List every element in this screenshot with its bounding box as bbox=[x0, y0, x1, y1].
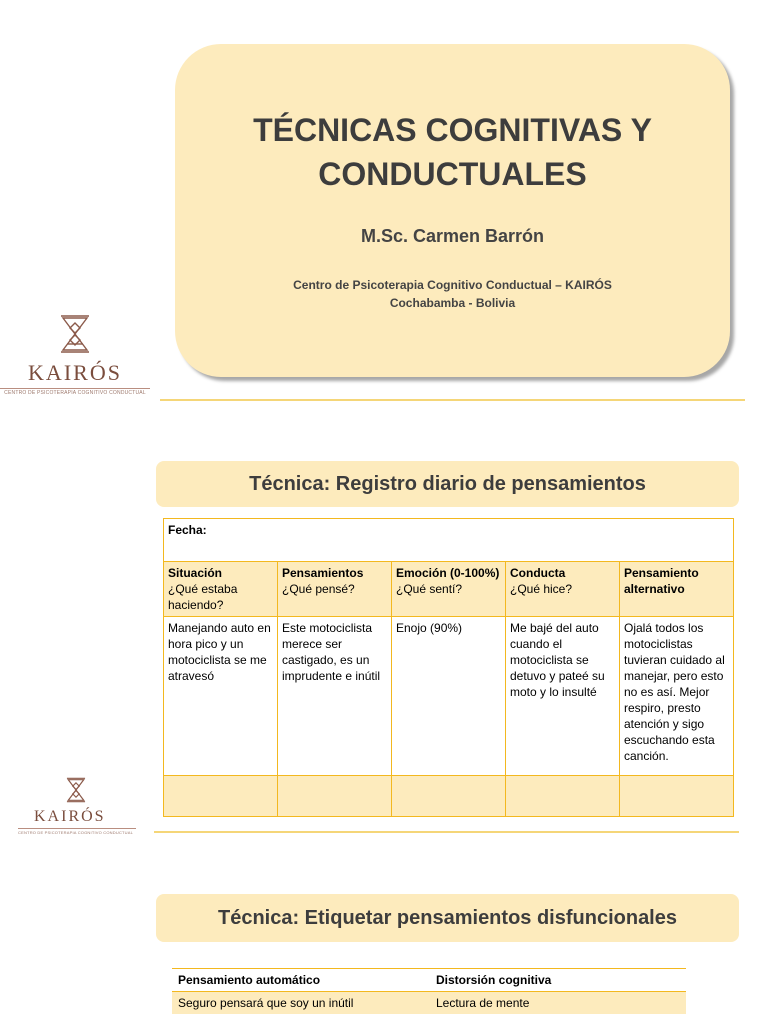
institution-line-2: Cochabamba - Bolivia bbox=[389, 296, 516, 310]
thought-cell: Seguro pensará que soy un inútil bbox=[178, 996, 354, 1010]
section-header: Técnica: Etiquetar pensamientos disfuncionales bbox=[156, 894, 739, 942]
table-row bbox=[164, 617, 734, 776]
date-cell: Fecha: bbox=[164, 519, 734, 562]
header-pensamientos bbox=[278, 562, 392, 617]
column-subtitle: ¿Qué sentí? bbox=[396, 582, 463, 596]
hourglass-icon bbox=[65, 776, 87, 804]
header-pensamiento-alternativo bbox=[620, 562, 734, 617]
title-line-2: CONDUCTUALES bbox=[318, 156, 587, 192]
empty-cell bbox=[506, 776, 620, 817]
kairos-logo bbox=[0, 314, 150, 396]
cell-pensamientos: Este motociclista merece ser castigado, es un imprudente e inútil bbox=[278, 617, 392, 776]
slide-divider bbox=[160, 399, 745, 401]
cell-pensamiento-alternativo: Ojalá todos los motociclistas tuvieran cuidado al manejar, pero esto no es así. Mejor respiro, presto atención y sigo escuchando esta canción. bbox=[620, 617, 734, 776]
title-line-1: TÉCNICAS COGNITIVAS Y bbox=[253, 112, 652, 148]
empty-cell bbox=[164, 776, 278, 817]
logo-rule bbox=[0, 388, 150, 389]
empty-cell bbox=[278, 776, 392, 817]
column-title: Pensamientos bbox=[282, 566, 364, 580]
empty-row bbox=[164, 776, 734, 817]
header-emocion bbox=[392, 562, 506, 617]
table-row bbox=[172, 992, 686, 1014]
table-header-row bbox=[172, 968, 686, 992]
column-title: Emoción (0-100%) bbox=[396, 566, 500, 580]
column-header-thought: Pensamiento automático bbox=[178, 973, 321, 987]
column-subtitle: ¿Qué estaba haciendo? bbox=[168, 582, 238, 612]
distortion-cell: Lectura de mente bbox=[436, 996, 530, 1010]
cell-emocion: Enojo (90%) bbox=[392, 617, 506, 776]
column-header-distortion: Distorsión cognitiva bbox=[436, 973, 552, 987]
title-card bbox=[175, 44, 730, 377]
slide-divider bbox=[154, 831, 739, 833]
author-name: M.Sc. Carmen Barrón bbox=[360, 226, 545, 246]
institution bbox=[175, 276, 730, 312]
column-subtitle: ¿Qué hice? bbox=[510, 582, 573, 596]
cell-situacion: Manejando auto en hora pico y un motociclista se me atravesó bbox=[164, 617, 278, 776]
column-title: Conducta bbox=[510, 566, 566, 580]
thought-record-table bbox=[163, 518, 734, 817]
cell-conducta: Me bajé del auto cuando el motociclista se detuvo y pateé su moto y lo insulté bbox=[506, 617, 620, 776]
empty-cell bbox=[392, 776, 506, 817]
logo-wordmark: KAIRÓS bbox=[28, 360, 122, 385]
logo-subtitle: CENTRO DE PSICOTERAPIA COGNITIVO CONDUCTUAL bbox=[18, 830, 134, 835]
column-title: Pensamiento alternativo bbox=[624, 566, 699, 596]
column-subtitle: ¿Qué pensé? bbox=[282, 582, 355, 596]
section-header: Técnica: Registro diario de pensamientos bbox=[156, 461, 739, 507]
distortion-table bbox=[172, 968, 686, 1014]
presentation-title bbox=[175, 108, 730, 196]
logo-wordmark: KAIRÓS bbox=[34, 808, 106, 825]
institution-line-1: Centro de Psicoterapia Cognitivo Conductual – KAIRÓS bbox=[293, 278, 612, 292]
empty-cell bbox=[620, 776, 734, 817]
logo-rule bbox=[18, 828, 136, 829]
column-title: Situación bbox=[168, 566, 223, 580]
logo-subtitle: CENTRO DE PSICOTERAPIA COGNITIVO CONDUCTUAL bbox=[4, 390, 146, 396]
hourglass-icon bbox=[58, 314, 92, 354]
header-situacion bbox=[164, 562, 278, 617]
kairos-logo bbox=[0, 776, 152, 835]
header-conducta bbox=[506, 562, 620, 617]
